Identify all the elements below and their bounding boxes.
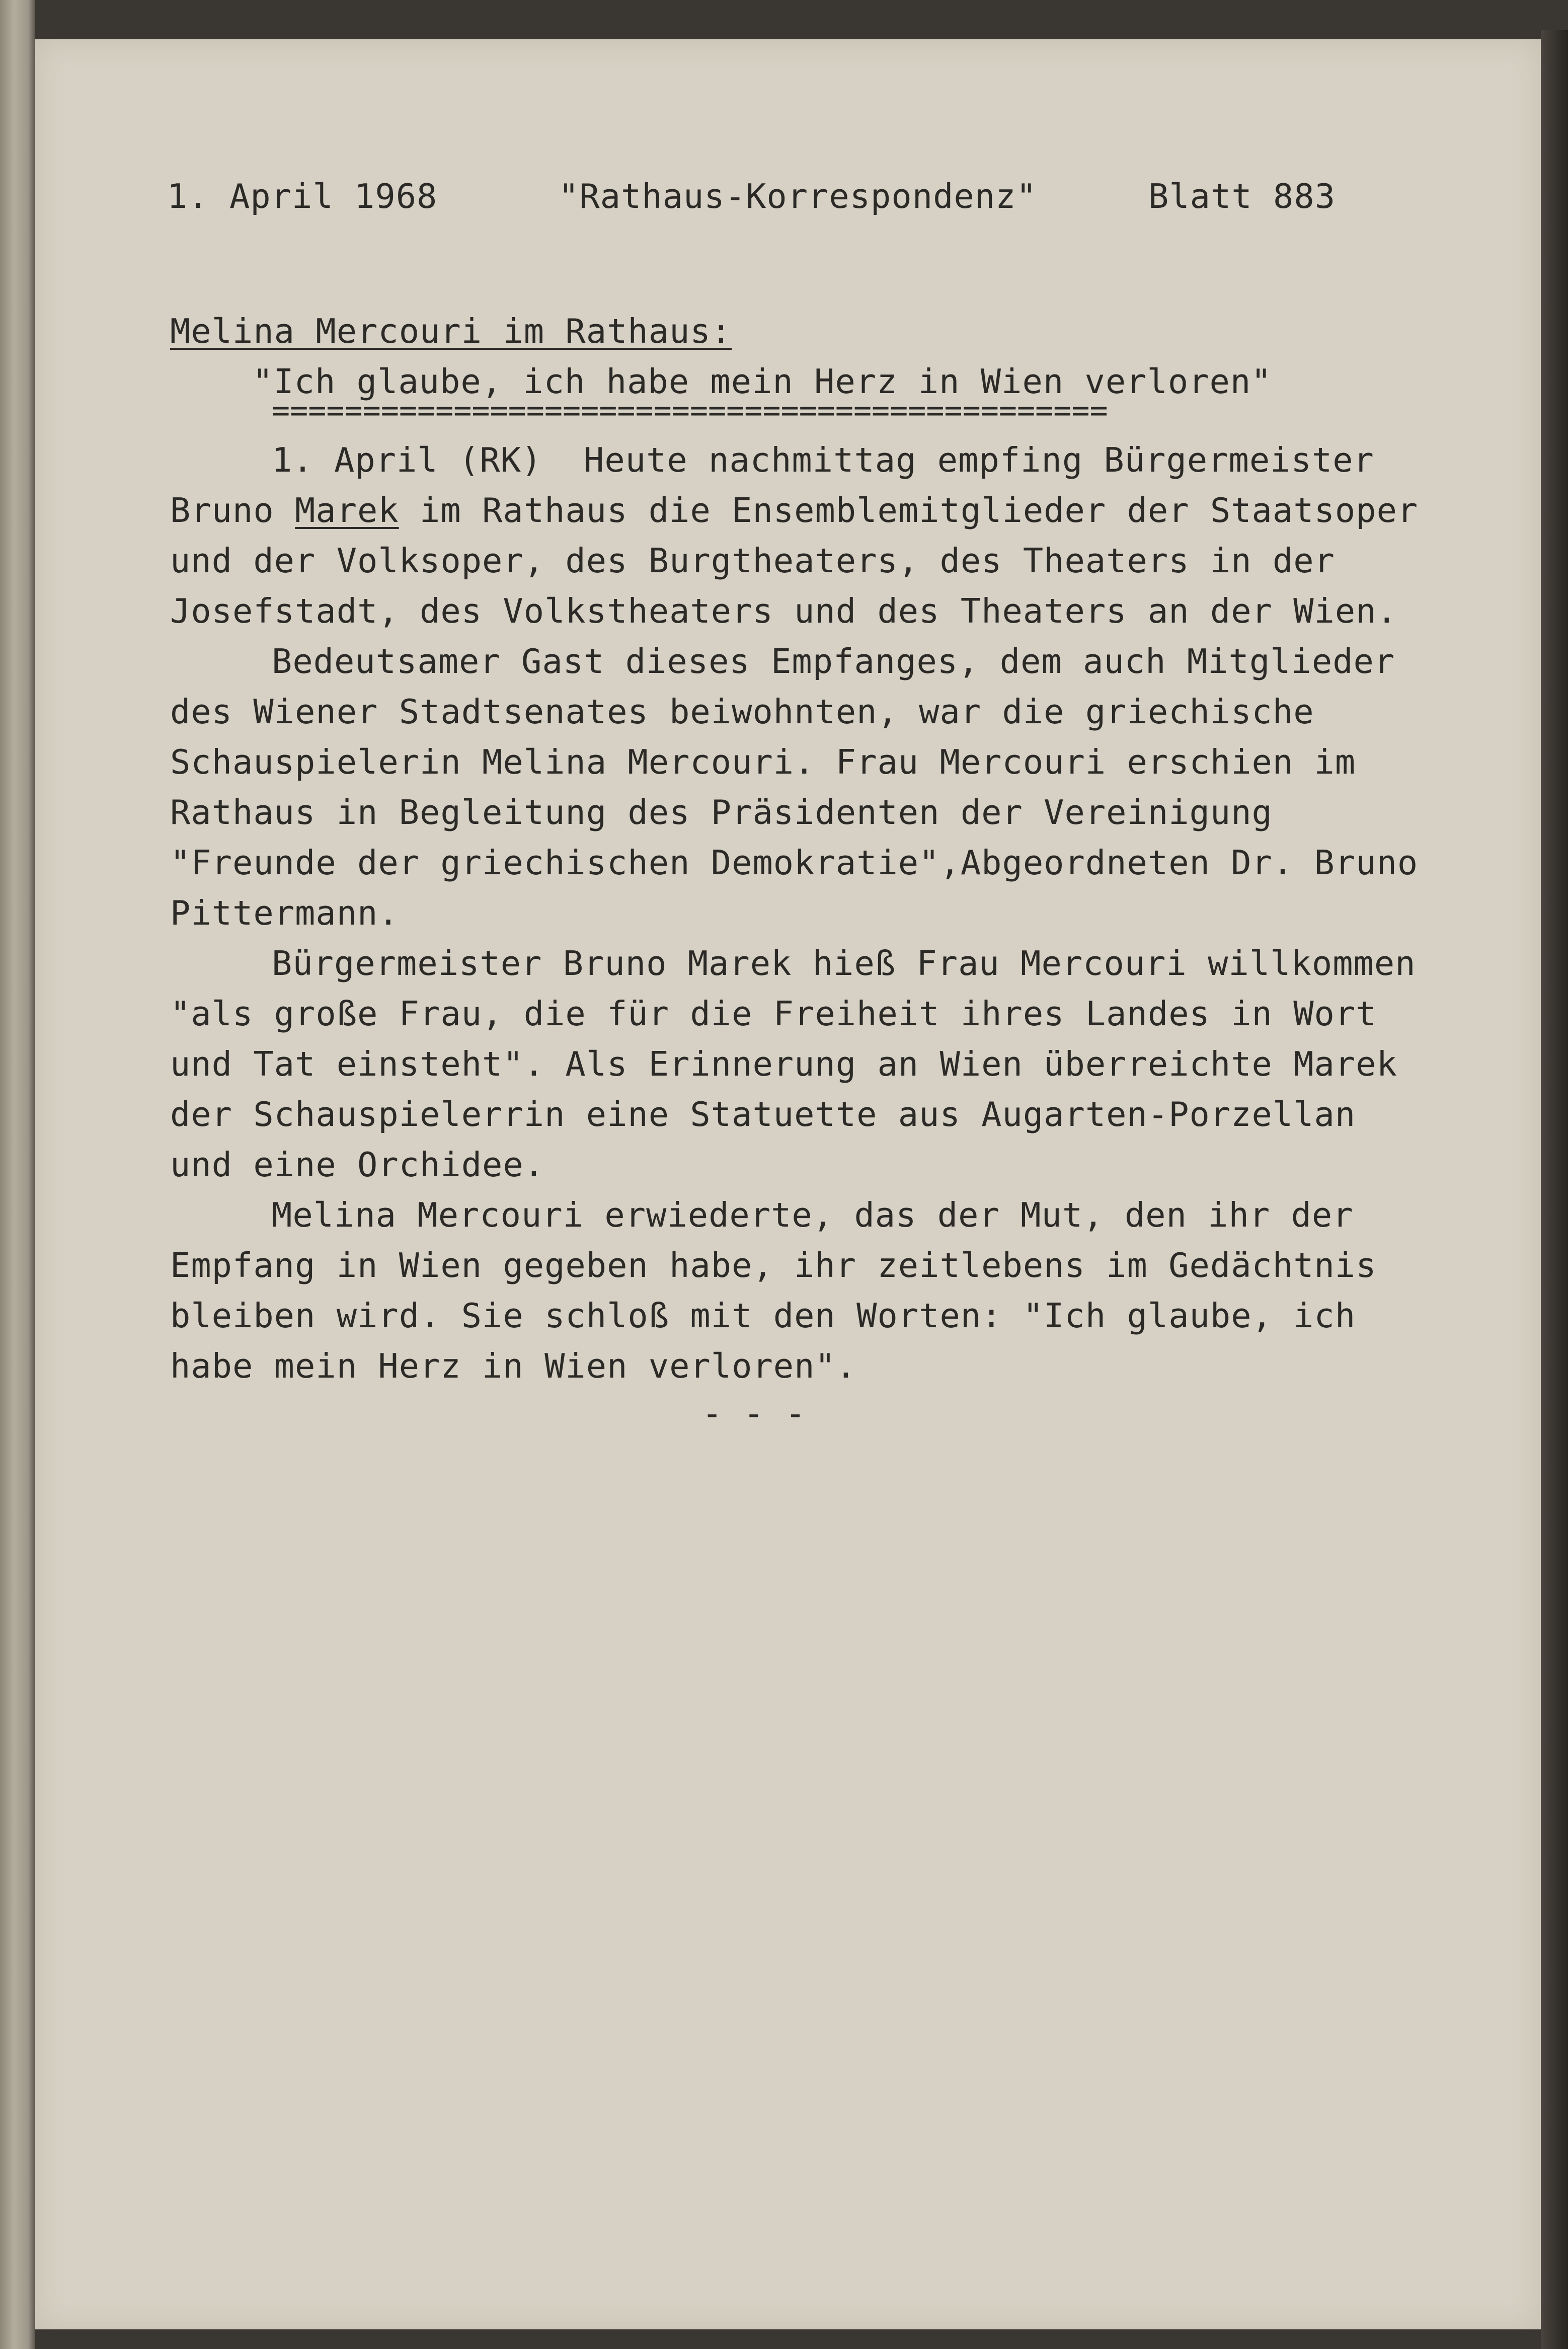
article-subtitle: "Ich glaube, ich habe mein Herz in Wien verloren" bbox=[253, 362, 1272, 401]
paragraph-2-line-4: Rathaus in Begleitung des Präsidenten der Vereinigung bbox=[170, 793, 1273, 832]
paragraph-4-line-3: bleiben wird. Sie schloß mit den Worten: "Ich glaube, ich bbox=[170, 1296, 1356, 1335]
paragraph-1-line-2 bbox=[170, 490, 1418, 531]
paragraph-1-line-3: und der Volksoper, des Burgtheaters, des Theaters in der bbox=[170, 541, 1335, 580]
paragraph-2-line-2: des Wiener Stadtsenates beiwohnten, war die griechische bbox=[170, 692, 1314, 731]
paragraph-3-line-2: "als große Frau, die für die Freiheit ihres Landes in Wort bbox=[170, 994, 1377, 1033]
double-rule: ============================================== bbox=[272, 393, 1108, 428]
header-date: 1. April 1968 bbox=[167, 177, 438, 216]
page-edge bbox=[1541, 30, 1568, 2349]
paragraph-3-line-5: und eine Orchidee. bbox=[170, 1145, 545, 1184]
book-spine bbox=[0, 0, 35, 2349]
article-title: Melina Mercouri im Rathaus: bbox=[170, 312, 732, 351]
end-mark: - - - bbox=[702, 1394, 806, 1433]
paragraph-4-line-1: Melina Mercouri erwiederte, das der Mut, den ihr der bbox=[272, 1195, 1354, 1235]
paragraph-4-line-4: habe mein Herz in Wien verloren". bbox=[170, 1346, 857, 1386]
underlined-name: Marek bbox=[295, 491, 399, 530]
paragraph-1-line-1: 1. April (RK) Heute nachmittag empfing Bürgermeister bbox=[272, 440, 1374, 480]
paragraph-1-line-4: Josefstadt, des Volkstheaters und des Theaters an der Wien. bbox=[170, 591, 1397, 631]
header-publication: "Rathaus-Korrespondenz" bbox=[559, 177, 1037, 216]
header-sheet-number: Blatt 883 bbox=[1148, 177, 1336, 216]
paragraph-3-line-1: Bürgermeister Bruno Marek hieß Frau Mercouri willkommen bbox=[272, 944, 1416, 983]
paragraph-2-line-1: Bedeutsamer Gast dieses Empfanges, dem auch Mitglieder bbox=[272, 642, 1395, 681]
paragraph-2-line-5: "Freunde der griechischen Demokratie",Abgeordneten Dr. Bruno bbox=[170, 843, 1419, 882]
text-segment: im Rathaus die Ensemblemitglieder der Staatsoper bbox=[399, 491, 1419, 530]
document-page bbox=[35, 39, 1541, 2329]
paragraph-2-line-6: Pittermann. bbox=[170, 893, 399, 933]
paragraph-3-line-3: und Tat einsteht". Als Erinnerung an Wien überreichte Marek bbox=[170, 1044, 1397, 1084]
text-segment: Bruno bbox=[170, 491, 295, 530]
paragraph-2-line-3: Schauspielerin Melina Mercouri. Frau Mercouri erschien im bbox=[170, 742, 1356, 782]
paragraph-3-line-4: der Schauspielerrin eine Statuette aus Augarten-Porzellan bbox=[170, 1095, 1356, 1134]
paragraph-4-line-2: Empfang in Wien gegeben habe, ihr zeitlebens im Gedächtnis bbox=[170, 1246, 1377, 1285]
